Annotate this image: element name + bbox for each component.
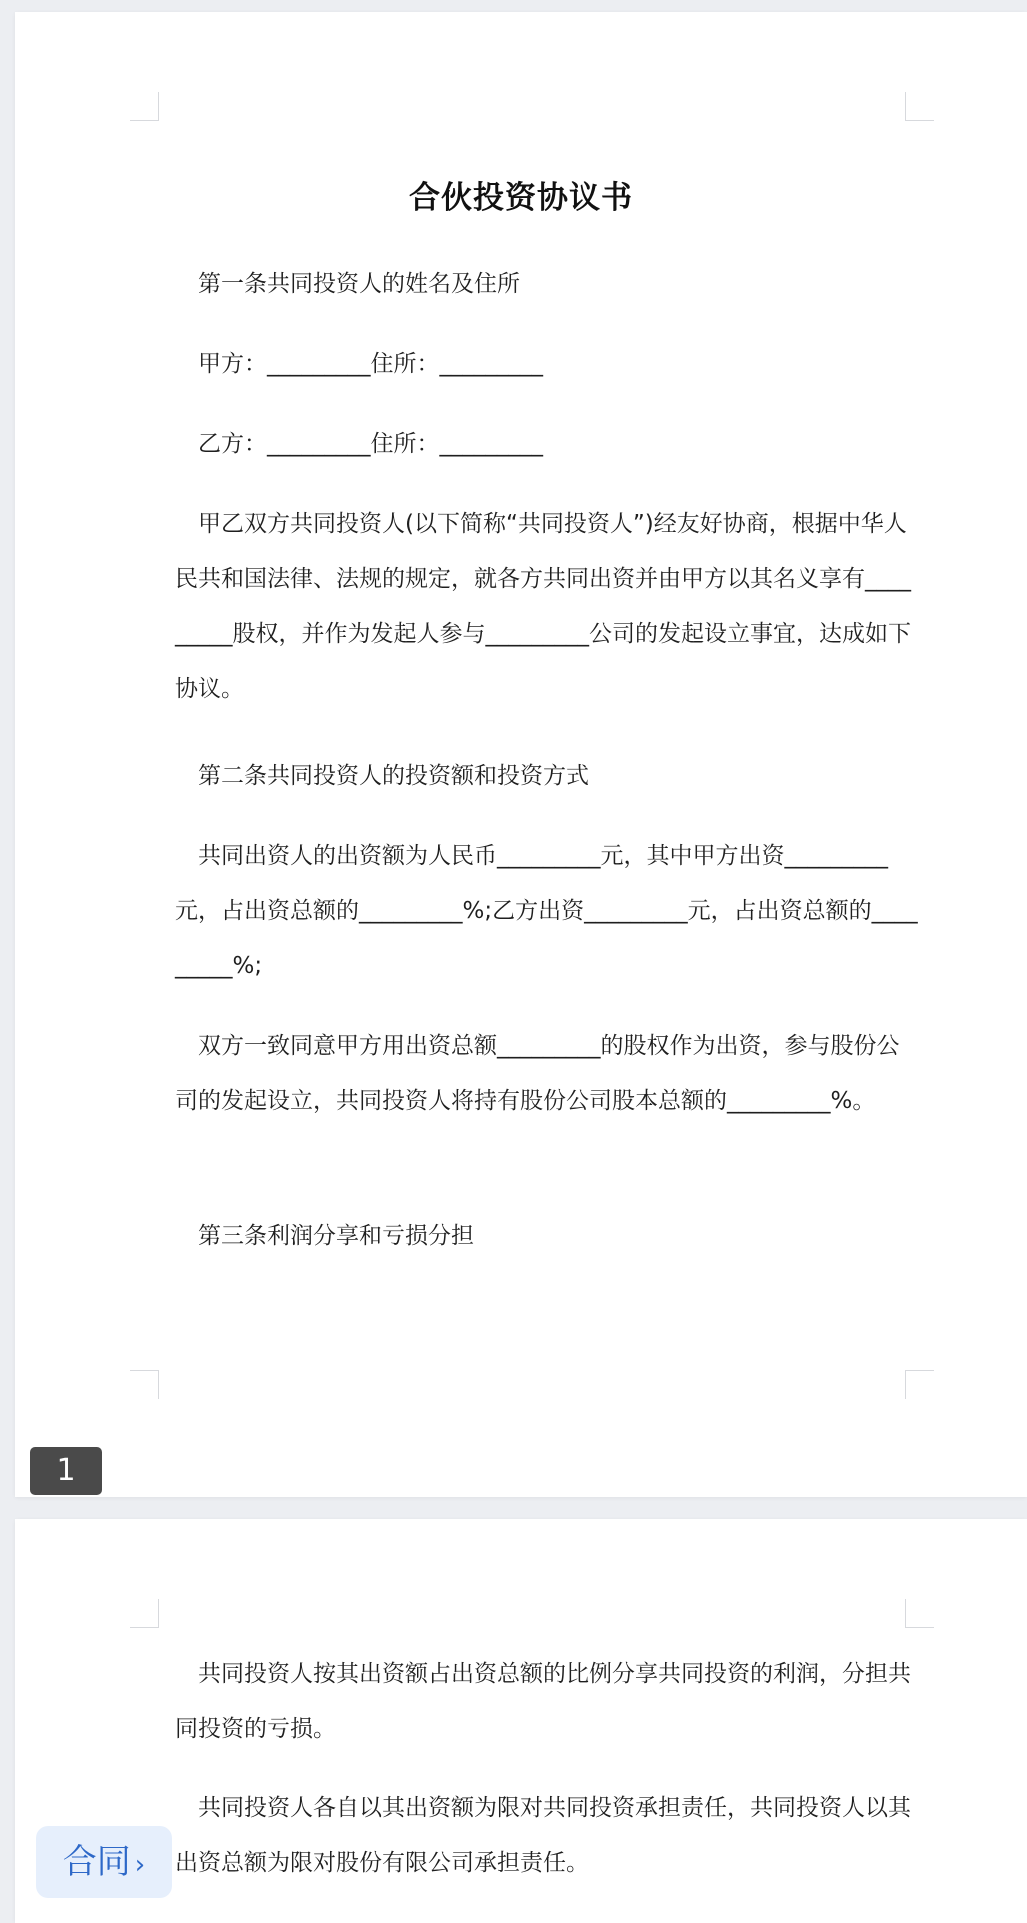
contribution-paragraph: 共同出资人的出资额为人民币_________元，其中甲方出资_________元，占出资总额的_________%;乙方出资_________元，占出资总额的_________%; <box>175 843 918 979</box>
page-margin-mark <box>130 1599 159 1628</box>
party-b-line: 乙方：_________住所：_________ <box>198 431 543 457</box>
equity-paragraph: 双方一致同意甲方用出资总额_________的股权作为出资，参与股份公司的发起设立，共同投资人将持有股份公司股本总额的_________%。 <box>175 1033 900 1114</box>
contract-category-button[interactable] <box>36 1826 172 1898</box>
contract-chip-label: 合同 <box>62 1842 131 1882</box>
article-1-heading: 第一条共同投资人的姓名及住所 <box>198 271 520 297</box>
preamble-paragraph: 甲乙双方共同投资人(以下简称“共同投资人”)经友好协商，根据中华人民共和国法律、法规的规定，就各方共同出资并由甲方以其名义享有_________股权，并作为发起人参与_________公司的发起设立事宜，达成如下协议。 <box>175 511 911 702</box>
page-margin-mark <box>905 1599 934 1628</box>
document-page-1 <box>15 12 1027 1497</box>
page-margin-mark <box>905 1370 934 1399</box>
page-margin-mark <box>905 92 934 121</box>
article-3-heading: 第三条利润分享和亏损分担 <box>198 1223 474 1249</box>
chevron-right-icon: › <box>134 1850 146 1880</box>
article-2-heading: 第二条共同投资人的投资额和投资方式 <box>198 763 589 789</box>
page-margin-mark <box>130 1370 159 1399</box>
profit-sharing-paragraph: 共同投资人按其出资额占出资总额的比例分享共同投资的利润，分担共同投资的亏损。 <box>175 1661 911 1742</box>
page-number-badge: 1 <box>30 1447 102 1495</box>
page-margin-mark <box>130 92 159 121</box>
document-title: 合伙投资协议书 <box>409 180 633 216</box>
party-a-line: 甲方：_________住所：_________ <box>198 351 543 377</box>
liability-paragraph: 共同投资人各自以其出资额为限对共同投资承担责任，共同投资人以其出资总额为限对股份有限公司承担责任。 <box>175 1795 911 1876</box>
